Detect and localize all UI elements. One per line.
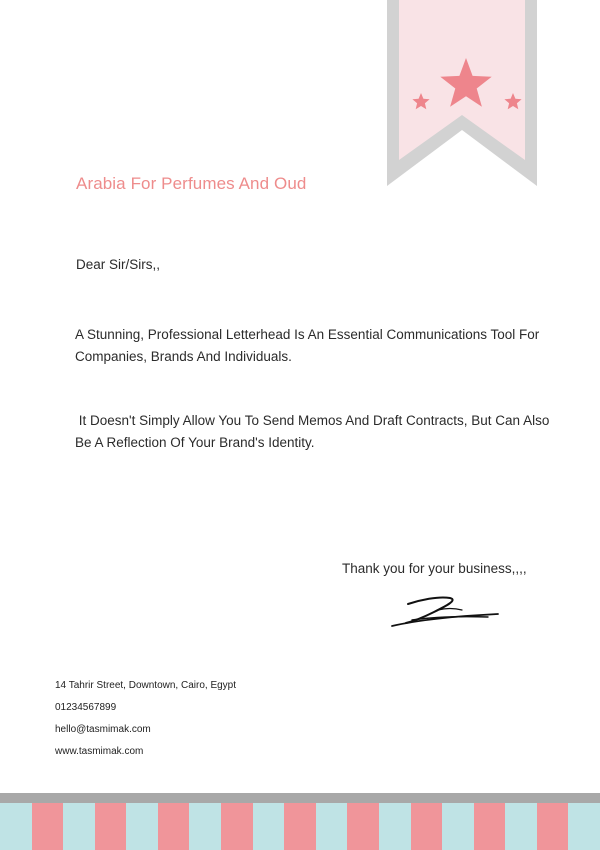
footer-stripe [505, 803, 537, 850]
footer-stripe [411, 803, 443, 850]
body-paragraph-1: A Stunning, Professional Letterhead Is An Essential Communications Tool For Companies, Brands And Individuals. [75, 327, 540, 364]
footer-bar [0, 793, 600, 803]
footer-stripe [442, 803, 474, 850]
footer-stripe [189, 803, 221, 850]
footer-stripe [0, 803, 32, 850]
footer-stripe [316, 803, 348, 850]
company-name: Arabia For Perfumes And Oud [76, 174, 307, 193]
footer-stripe [347, 803, 379, 850]
body-paragraph-2: It Doesn't Simply Allow You To Send Memos And Draft Contracts, But Can Also Be A Reflection Of Your Brand's Identity. [75, 413, 554, 450]
footer-stripe [379, 803, 411, 850]
footer-stripe [284, 803, 316, 850]
footer-stripe [126, 803, 158, 850]
footer-stripe [221, 803, 253, 850]
footer-stripe [95, 803, 127, 850]
bookmark-ribbon-icon [387, 0, 537, 190]
handwritten-signature [388, 590, 502, 632]
closing-line: Thank you for your business,,,, [342, 561, 527, 576]
footer-stripe [537, 803, 569, 850]
contact-phone: 01234567899 [55, 702, 117, 713]
footer-stripe [158, 803, 190, 850]
contact-email: hello@tasmimak.com [55, 724, 151, 735]
footer-stripe [474, 803, 506, 850]
footer-stripe [63, 803, 95, 850]
contact-address: 14 Tahrir Street, Downtown, Cairo, Egypt [55, 680, 237, 691]
footer-stripe [32, 803, 64, 850]
contact-website: www.tasmimak.com [55, 746, 144, 757]
footer-stripes [0, 803, 600, 850]
footer-stripe [568, 803, 600, 850]
footer-stripe [253, 803, 285, 850]
salutation: Dear Sir/Sirs,, [76, 257, 161, 272]
